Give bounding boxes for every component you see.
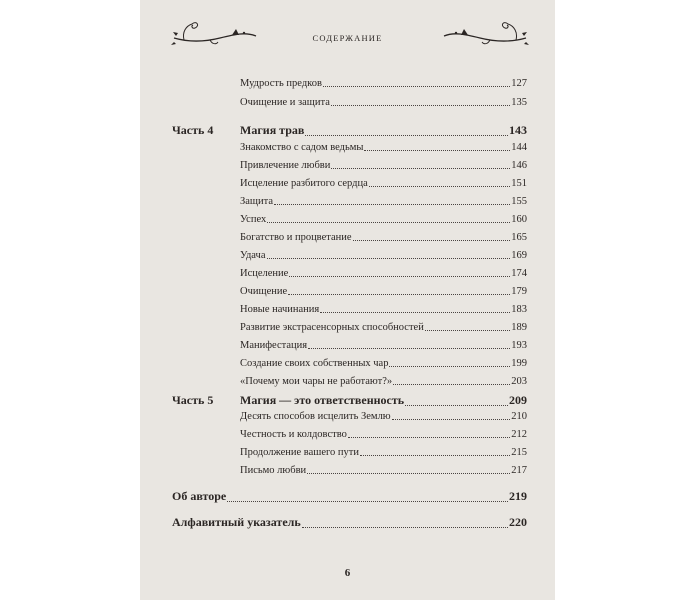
toc-title: Создание своих собственных чар (240, 358, 389, 369)
book-page (140, 0, 555, 600)
toc-entry[interactable] (240, 268, 527, 279)
dot-leader (267, 222, 510, 223)
ornament-right-icon (440, 14, 530, 48)
toc-entry[interactable] (240, 232, 527, 243)
toc-entry[interactable] (240, 97, 527, 108)
dot-leader (289, 276, 510, 277)
toc-page-number: 217 (511, 465, 527, 476)
dot-leader (305, 135, 508, 136)
dot-leader (392, 419, 511, 420)
toc-page-number: 146 (511, 160, 527, 171)
toc-page-number: 135 (511, 97, 527, 108)
toc-page-number: 179 (511, 286, 527, 297)
toc-main-entry[interactable] (172, 489, 527, 504)
dot-leader (360, 455, 510, 456)
toc-page-number: 212 (511, 429, 527, 440)
toc-title: Алфавитный указатель (172, 515, 301, 529)
toc-entry[interactable] (240, 465, 527, 476)
toc-title: Честность и колдовство (240, 429, 347, 440)
toc-title: Очищение и защита (240, 97, 330, 108)
toc-page-number: 199 (511, 358, 527, 369)
dot-leader (364, 150, 510, 151)
toc-title: Исцеление разбитого сердца (240, 178, 368, 189)
dot-leader (348, 437, 510, 438)
dot-leader (274, 204, 510, 205)
toc-entry[interactable] (240, 160, 527, 171)
dot-leader (320, 312, 510, 313)
toc-page-number: 209 (509, 393, 527, 407)
dot-leader (288, 294, 510, 295)
toc-title: Знакомство с садом ведьмы (240, 142, 364, 153)
page-header (140, 14, 555, 50)
toc-entry[interactable] (240, 429, 527, 440)
toc-title: Десять способов исцелить Землю (240, 411, 391, 422)
toc-part-entry[interactable] (172, 393, 527, 408)
toc-page-number: 144 (511, 142, 527, 153)
toc-main-entry[interactable] (172, 515, 527, 530)
dot-leader (331, 168, 510, 169)
toc-entry[interactable] (240, 411, 527, 422)
toc-title: Магия трав (240, 123, 305, 137)
toc-entry[interactable] (240, 340, 527, 351)
toc-page-number: 189 (511, 322, 527, 333)
dot-leader (353, 240, 511, 241)
toc-title: Новые начинания (240, 304, 320, 315)
toc-title: Удача (240, 250, 266, 261)
running-head: СОДЕРЖАНИЕ (312, 33, 383, 43)
toc-entry[interactable] (240, 304, 527, 315)
toc-entry[interactable] (240, 142, 527, 153)
toc-page-number: 215 (511, 447, 527, 458)
toc-entry[interactable] (240, 178, 527, 189)
toc-title: Письмо любви (240, 465, 307, 476)
toc-entry[interactable] (240, 250, 527, 261)
toc-title: Продолжение вашего пути (240, 447, 359, 458)
toc-page-number: 193 (511, 340, 527, 351)
toc-page-number: 160 (511, 214, 527, 225)
dot-leader (331, 105, 510, 106)
toc-page-number: 143 (509, 123, 527, 137)
toc-title: Об авторе (172, 489, 227, 503)
toc-page-number: 210 (511, 411, 527, 422)
toc-page-number: 203 (511, 376, 527, 387)
page-number: 6 (344, 567, 351, 579)
toc-entry[interactable] (240, 196, 527, 207)
toc-title: Защита (240, 196, 274, 207)
toc-page-number: 155 (511, 196, 527, 207)
toc-page-number: 165 (511, 232, 527, 243)
dot-leader (369, 186, 510, 187)
dot-leader (393, 384, 510, 385)
toc-part-entry[interactable] (172, 123, 527, 138)
dot-leader (302, 527, 508, 528)
toc-page-number: 151 (511, 178, 527, 189)
toc-title: Исцеление (240, 268, 289, 279)
dot-leader (308, 348, 510, 349)
toc-page-number: 127 (511, 78, 527, 89)
dot-leader (227, 501, 508, 502)
toc-title: Привлечение любви (240, 160, 331, 171)
toc-part-label: Часть 4 (172, 123, 214, 137)
toc-entry[interactable] (240, 376, 527, 387)
toc-entry[interactable] (240, 322, 527, 333)
toc-page-number: 219 (509, 489, 527, 503)
toc-title: Очищение (240, 286, 288, 297)
toc-title: Развитие экстрасенсорных способностей (240, 322, 424, 333)
toc-page-number: 174 (511, 268, 527, 279)
dot-leader (405, 405, 508, 406)
toc-title: Богатство и процветание (240, 232, 352, 243)
toc-title: Мудрость предков (240, 78, 322, 89)
toc-page-number: 183 (511, 304, 527, 315)
dot-leader (267, 258, 511, 259)
dot-leader (307, 473, 510, 474)
toc-entry[interactable] (240, 286, 527, 297)
toc-entry[interactable] (240, 214, 527, 225)
dot-leader (323, 86, 510, 87)
toc-page-number: 220 (509, 515, 527, 529)
toc-entry[interactable] (240, 358, 527, 369)
toc-title: Магия — это ответственность (240, 393, 405, 407)
dot-leader (425, 330, 510, 331)
toc-entry[interactable] (240, 78, 527, 89)
toc-title: Успех (240, 214, 267, 225)
toc-part-label: Часть 5 (172, 393, 214, 407)
toc-title: Манифестация (240, 340, 308, 351)
toc-entry[interactable] (240, 447, 527, 458)
toc-title: «Почему мои чары не работают?» (240, 376, 393, 387)
toc-page-number: 169 (511, 250, 527, 261)
dot-leader (389, 366, 510, 367)
